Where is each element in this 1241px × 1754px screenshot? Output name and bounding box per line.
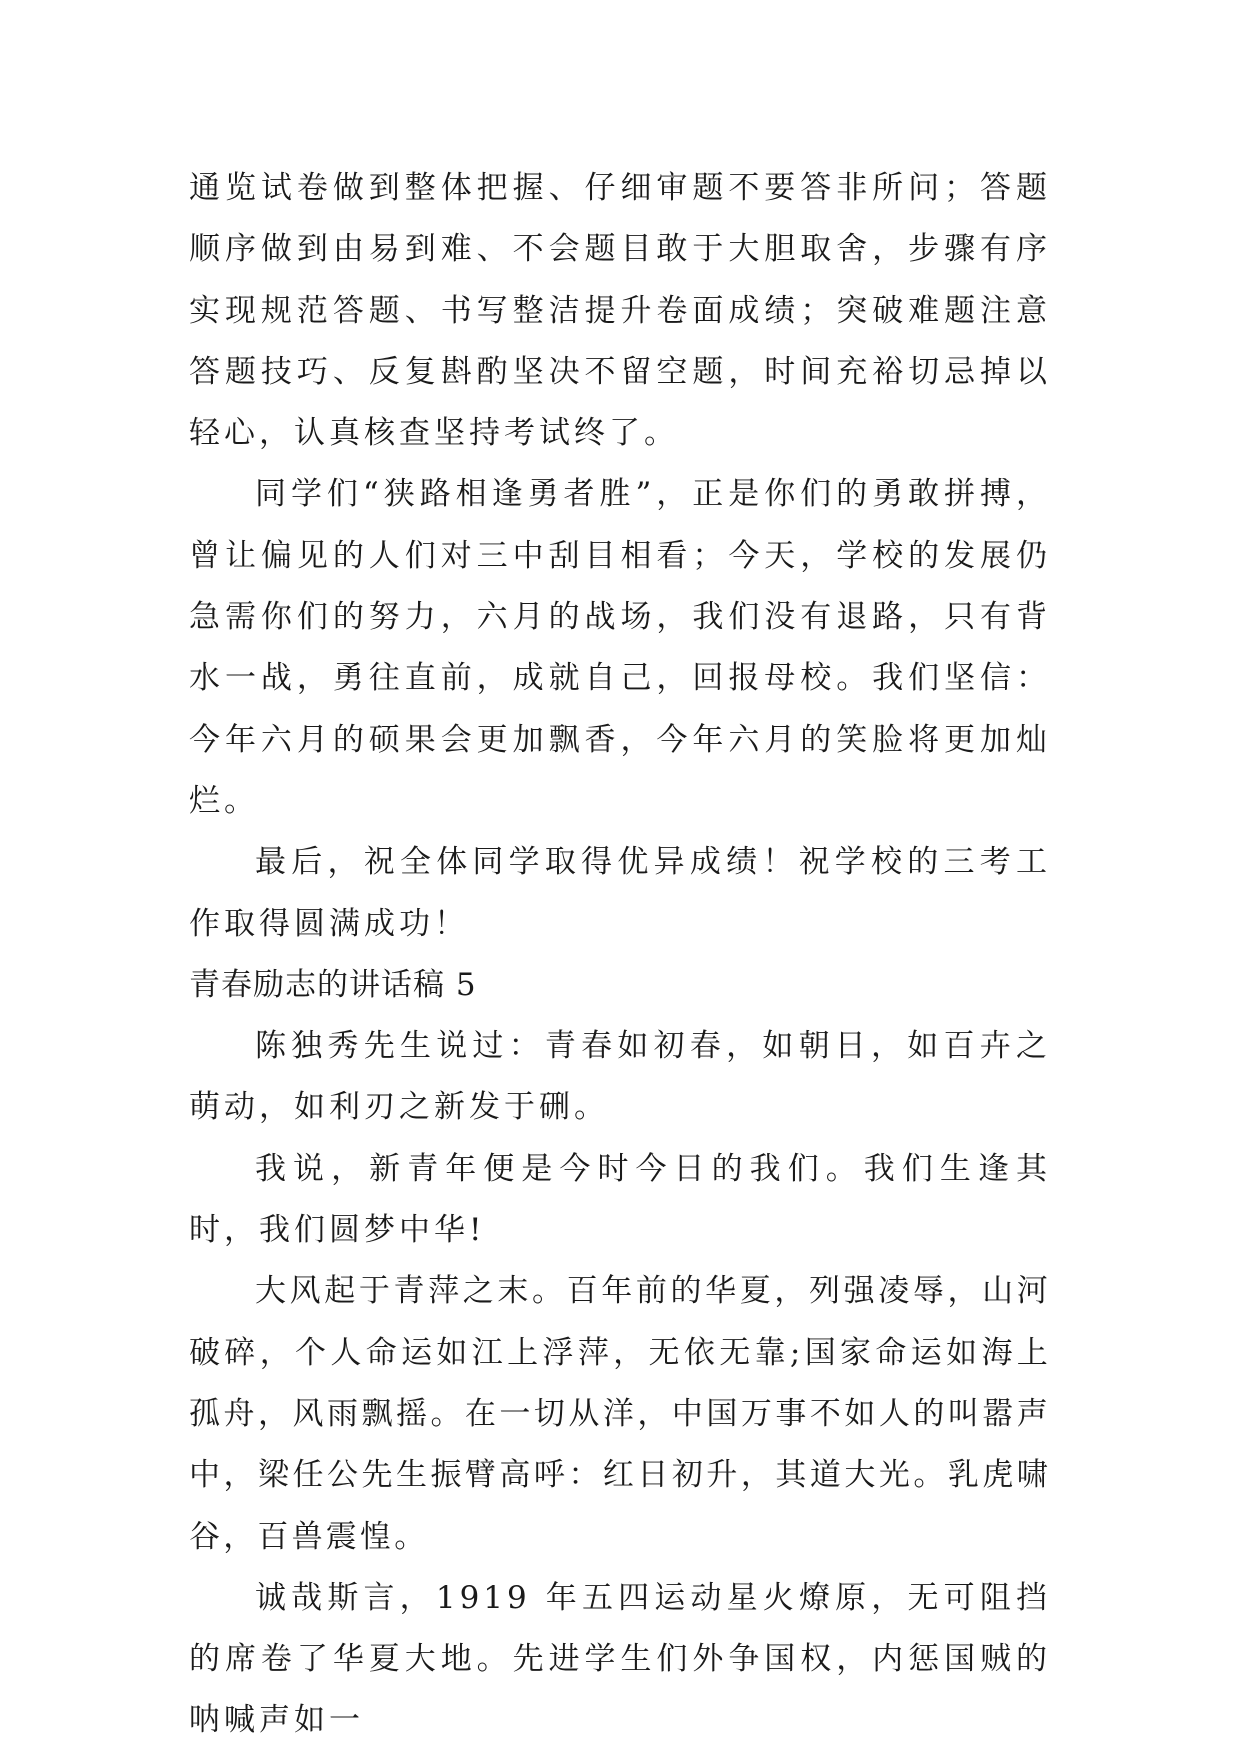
paragraph-closing-wishes: 最后，祝全体同学取得优异成绩！祝学校的三考工作取得圆满成功！ — [189, 844, 1051, 942]
paragraph-history: 大风起于青萍之末。百年前的华夏，列强凌辱，山河破碎，个人命运如江上浮萍，无依无靠;国家命运如海上孤舟，风雨飘摇。在一切从洋，中国万事不如人的叫嚣声中，梁任公先生振臂高呼：红日初升，其道大光。乳虎啸谷，百兽震惶。 — [189, 1273, 1051, 1555]
paragraph-students-courage: 同学们“狭路相逢勇者胜”，正是你们的勇敢拼搏，曾让偏见的人们对三中刮目相看；今天，学校的发展仍急需你们的努力，六月的战场，我们没有退路，只有背水一战，勇往直前，成就自己，回报母校。我们坚信：今年六月的硕果会更加飘香，今年六月的笑脸将更加灿烂。 — [189, 476, 1051, 819]
document-body — [189, 158, 1051, 1752]
paragraph-may-fourth: 诚哉斯言，1919 年五四运动星火燎原，无可阻挡的席卷了华夏大地。先进学生们外争国权，内惩国贼的呐喊声如一 — [189, 1579, 1051, 1739]
paragraph-chen-duxiu-quote: 陈独秀先生说过：青春如初春，如朝日，如百卉之萌动，如利刃之新发于硎。 — [189, 1028, 1051, 1126]
section-heading: 青春励志的讲话稿 5 — [189, 966, 477, 1003]
paragraph-new-youth: 我说，新青年便是今时今日的我们。我们生逢其时，我们圆梦中华! — [189, 1150, 1051, 1249]
paragraph-exam-tips: 通览试卷做到整体把握、仔细审题不要答非所问；答题顺序做到由易到难、不会题目敢于大胆取舍，步骤有序实现规范答题、书写整洁提升卷面成绩；突破难题注意答题技巧、反复斟酌坚决不留空题，时间充裕切忌掉以轻心，认真核查坚持考试终了。 — [189, 170, 1051, 452]
